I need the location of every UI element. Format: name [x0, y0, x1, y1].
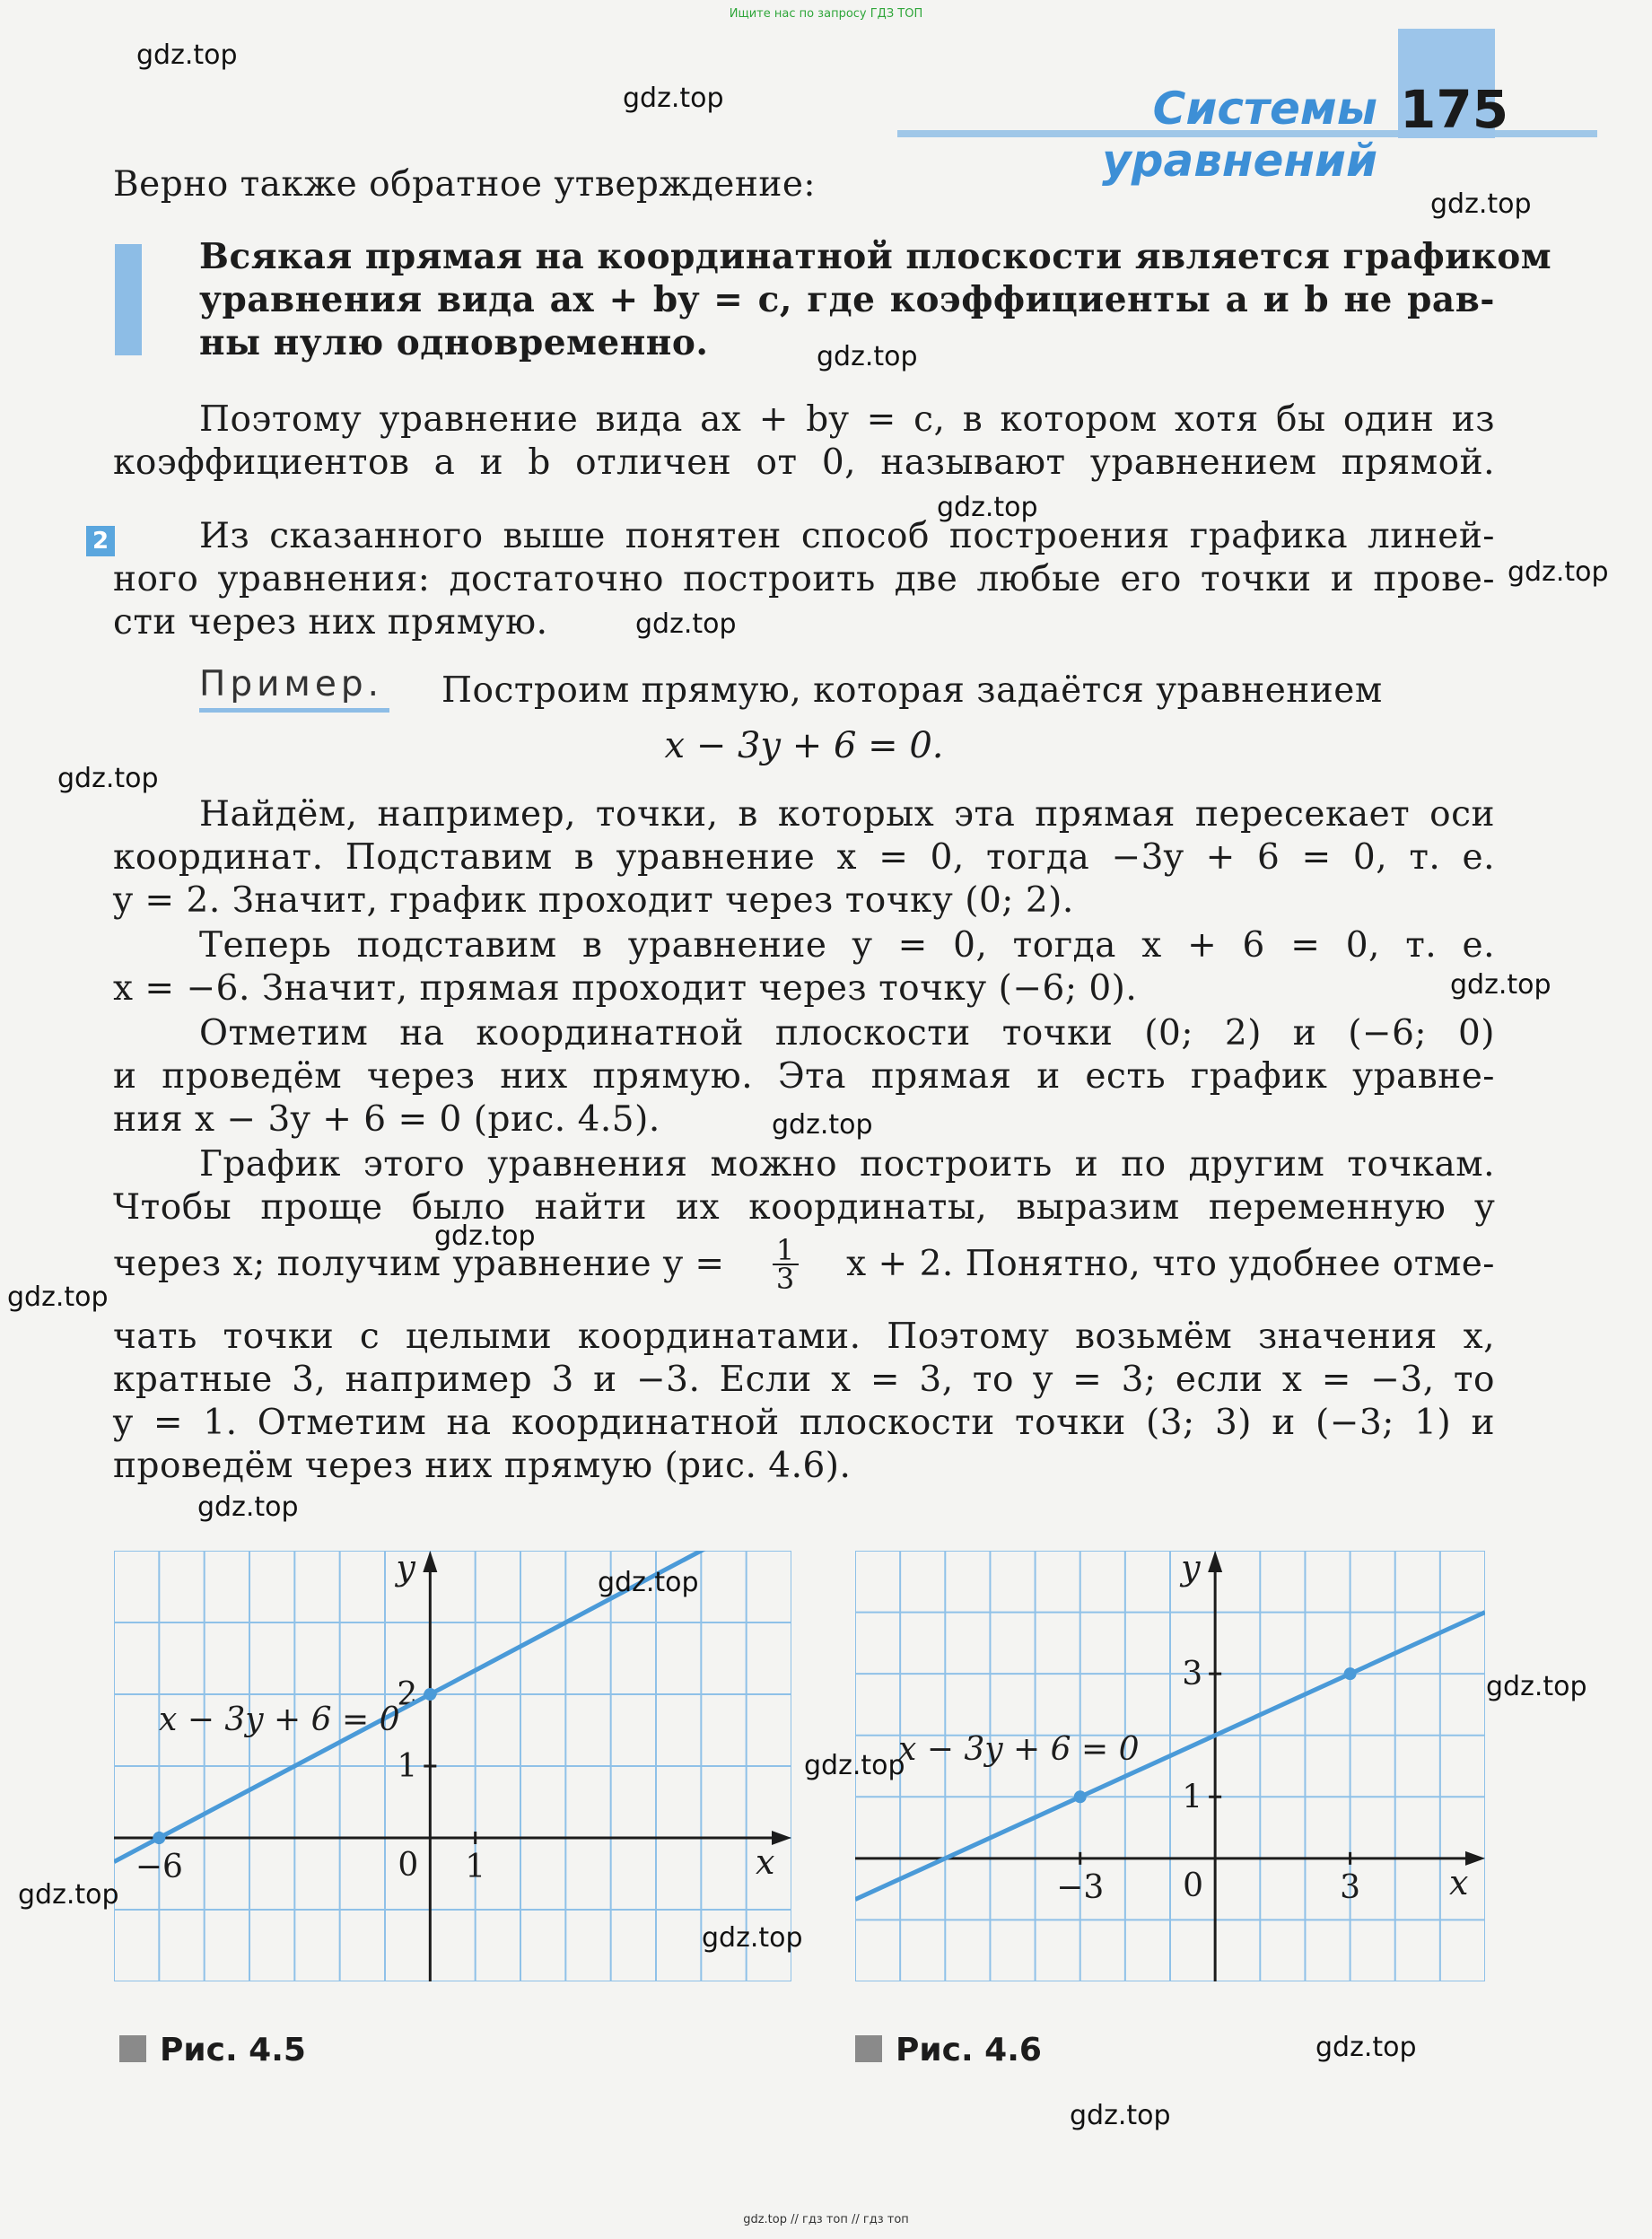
graph-point	[1074, 1790, 1087, 1803]
solution-line: График этого уравнения можно построить и по другим точкам.	[199, 1144, 1495, 1185]
solution-line: y = 2. Значит, график проходит через точку (0; 2).	[113, 880, 1074, 921]
y-tick-label: 2	[397, 1676, 418, 1713]
solution-line: кратные 3, например 3 и −3. Если x = 3, то y = 3; если x = −3, то	[113, 1360, 1495, 1400]
solution-line: x = −6. Значит, прямая проходит через точку (−6; 0).	[113, 968, 1138, 1009]
watermark: gdz.top	[623, 83, 724, 114]
caption-marker	[855, 2035, 882, 2062]
y-axis-label: y	[396, 1551, 415, 1587]
watermark: gdz.top	[1486, 1671, 1587, 1702]
paragraph-line: сти через них прямую.	[113, 602, 548, 643]
solution-line: Чтобы проще было найти их координаты, выразим переменную y	[113, 1187, 1495, 1228]
example-underline	[199, 708, 389, 713]
watermark: gdz.top	[1450, 969, 1551, 1001]
y-tick-label: 1	[397, 1748, 418, 1785]
y-tick-label: 3	[1182, 1656, 1203, 1693]
graph-point	[1344, 1667, 1357, 1680]
watermark: gdz.top	[804, 1750, 905, 1781]
paragraph-line: Поэтому уравнение вида ax + by = c, в котором хотя бы один из	[199, 399, 1495, 440]
theorem-line: Всякая прямая на координатной плоскости является графиком	[199, 236, 1552, 277]
y-axis-arrow	[423, 1551, 437, 1572]
fraction-numerator: 1	[773, 1237, 799, 1265]
x-axis-label: x	[1449, 1862, 1469, 1902]
y-axis-label: y	[1181, 1551, 1201, 1587]
paragraph-line: Из сказанного выше понятен способ построения графика линей-	[199, 516, 1495, 556]
fraction	[773, 1233, 799, 1296]
watermark: gdz.top	[1508, 556, 1609, 588]
example-equation: x − 3y + 6 = 0.	[664, 725, 944, 766]
equation-label: x − 3y + 6 = 0	[898, 1731, 1140, 1769]
solution-line: чать точки с целыми координатами. Поэтому возьмём значения x,	[113, 1316, 1495, 1357]
fraction-denominator: 3	[775, 1262, 795, 1296]
x-tick-label: −3	[1056, 1868, 1105, 1906]
watermark: gdz.top	[772, 1109, 873, 1141]
caption-marker	[119, 2035, 146, 2062]
y-tick-label: 1	[1182, 1779, 1203, 1816]
watermark: gdz.top	[18, 1879, 119, 1911]
top-search-note: Ищите нас по запросу ГДЗ ТОП	[729, 7, 923, 21]
watermark: gdz.top	[7, 1281, 109, 1313]
equation-label: x − 3y + 6 = 0	[159, 1701, 400, 1738]
watermark: gdz.top	[817, 341, 918, 372]
solution-line: проведём через них прямую (рис. 4.6).	[113, 1446, 852, 1486]
watermark: gdz.top	[434, 1220, 536, 1252]
solution-line: и проведём через них прямую. Эта прямая и есть график уравне-	[113, 1056, 1495, 1097]
bottom-note: gdz.top // гдз топ // гдз топ	[743, 2213, 909, 2226]
y-axis-arrow	[1208, 1551, 1222, 1572]
chapter-title: Системы уравнений	[1102, 83, 1377, 187]
solution-line: Отметим на координатной плоскости точки (0; 2) и (−6; 0)	[199, 1013, 1495, 1054]
solution-line: y = 1. Отметим на координатной плоскости точки (3; 3) и (−3; 1) и	[113, 1403, 1495, 1443]
origin-label: 0	[398, 1847, 419, 1884]
watermark: gdz.top	[937, 492, 1038, 523]
x-tick-label: 1	[465, 1849, 486, 1885]
x-axis-label: x	[756, 1842, 775, 1882]
origin-label: 0	[1183, 1867, 1204, 1904]
solution-line: координат. Подставим в уравнение x = 0, тогда −3y + 6 = 0, т. е.	[113, 837, 1495, 878]
fraction-line-after: x + 2. Понятно, что удобнее отме-	[846, 1244, 1495, 1284]
fraction-line-before: через x; получим уравнение y =	[113, 1244, 725, 1284]
example-label: Пример.	[199, 664, 383, 704]
paragraph-line: ного уравнения: достаточно построить две любые его точки и прове-	[113, 559, 1495, 599]
paragraph-line: коэффициентов a и b отличен от 0, называют уравнением прямой.	[113, 442, 1495, 483]
watermark: gdz.top	[598, 1567, 699, 1598]
watermark: gdz.top	[635, 608, 737, 640]
theorem-line: ны нулю одновременно.	[199, 322, 709, 363]
figure-4-5-caption: Рис. 4.5	[160, 2032, 306, 2068]
x-tick-label: −6	[135, 1849, 183, 1885]
watermark: gdz.top	[197, 1491, 299, 1523]
figure-4-5-chart	[114, 1551, 791, 1981]
watermark: gdz.top	[1430, 188, 1532, 220]
watermark: gdz.top	[702, 1922, 803, 1954]
solution-line: Найдём, например, точки, в которых эта прямая пересекает оси	[199, 794, 1495, 835]
watermark: gdz.top	[57, 763, 159, 794]
theorem-intro: Верно также обратное утверждение:	[113, 164, 817, 205]
graph-point	[153, 1832, 165, 1844]
page-number: 175	[1400, 79, 1509, 140]
theorem-line: уравнения вида ax + by = c, где коэффициенты a и b не рав-	[199, 279, 1495, 320]
theorem-marker	[115, 244, 142, 355]
watermark: gdz.top	[1315, 2032, 1417, 2063]
graph-point	[424, 1688, 436, 1701]
solution-line: Теперь подставим в уравнение y = 0, тогда x + 6 = 0, т. е.	[199, 925, 1495, 966]
watermark: gdz.top	[1070, 2100, 1171, 2131]
x-tick-label: 3	[1340, 1868, 1361, 1906]
solution-line: ния x − 3y + 6 = 0 (рис. 4.5).	[113, 1099, 660, 1140]
figure-4-6-caption: Рис. 4.6	[896, 2032, 1042, 2068]
watermark: gdz.top	[136, 39, 238, 71]
section-badge: 2	[86, 526, 115, 556]
example-text: Построим прямую, которая задаётся уравнением	[441, 670, 1383, 711]
figure-4-6-chart	[855, 1551, 1485, 1981]
